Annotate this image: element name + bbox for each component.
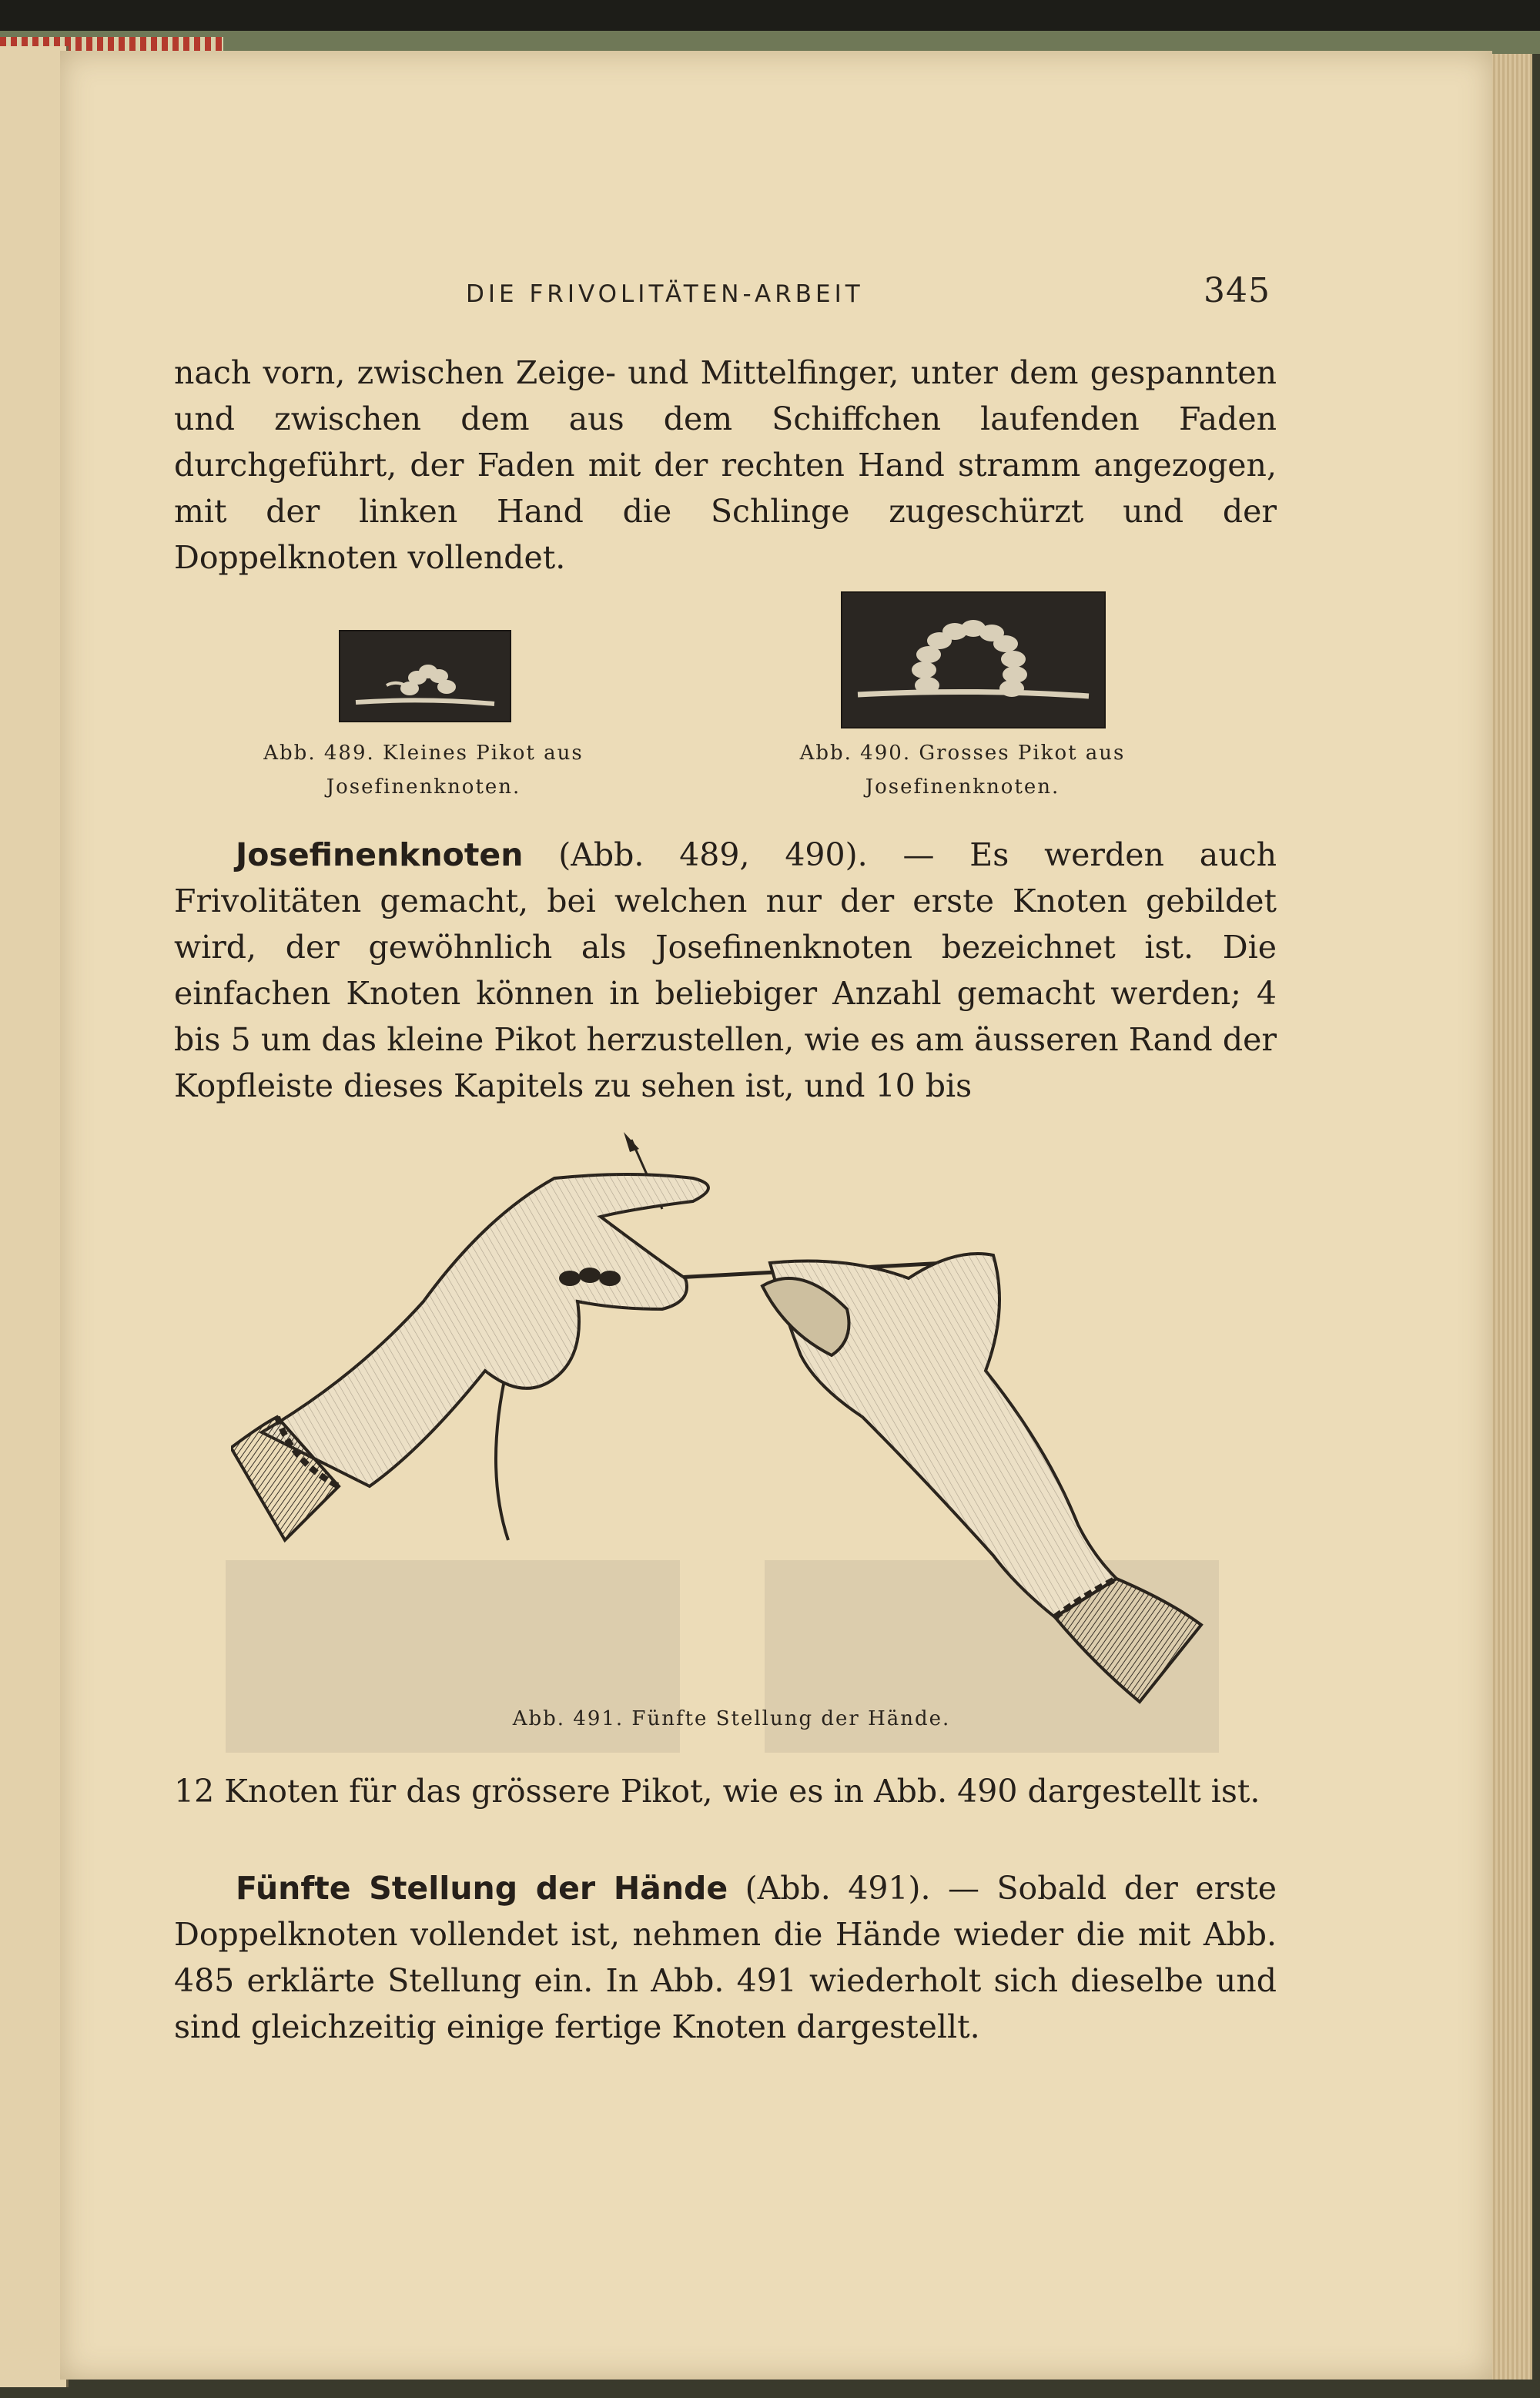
paragraph-heading: Fünfte Stellung der Hände	[236, 1870, 728, 1907]
caption-line: Abb. 491. Fünfte Stellung der Hände.	[512, 1707, 951, 1730]
paragraph-heading: Josefinenknoten	[236, 836, 524, 873]
caption-line: Abb. 489. Kleines Pikot aus	[263, 742, 584, 765]
caption-line: Josefinenknoten.	[865, 775, 1060, 799]
paragraph-text: (Abb. 491). — Sobald der erste Doppelknoten vollendet ist, nehmen die Hände wieder die mit Abb. 485 erklärte Stellung ein. In Abb. 491 wiederholt sich dieselbe und sind gleichzeitig einige fertige Knoten dargestellt.	[174, 1870, 1277, 2045]
figure-489-image	[339, 630, 511, 722]
small-picot-illustration	[340, 631, 510, 721]
paragraph	[174, 1768, 1277, 1814]
hands-illustration	[231, 1124, 1232, 1710]
figure-489-caption	[185, 736, 662, 804]
figure-490-image	[841, 591, 1106, 728]
large-picot-illustration	[842, 593, 1104, 727]
paragraph-text: (Abb. 489, 490). — Es werden auch Frivolitäten gemacht, bei welchen nur der erste Knoten gebildet wird, der gewöhnlich als Josefinenknoten bezeichnet ist. Die einfachen Knoten können in beliebiger Anzahl gemacht werden; 4 bis 5 um das kleine Pikot herzustellen, wie es am äusseren Rand der Kopfleiste dieses Kapitels zu sehen ist, und 10 bis	[174, 836, 1277, 1104]
figure-490-caption	[724, 736, 1201, 804]
paragraph-text: 12 Knoten für das grössere Pikot, wie es in Abb. 490 dargestellt ist.	[174, 1773, 1260, 1810]
paragraph	[174, 350, 1277, 581]
caption-line: Abb. 490. Grosses Pikot aus	[799, 742, 1126, 765]
caption-line: Josefinenknoten.	[326, 775, 521, 799]
paragraph	[174, 1865, 1277, 2050]
left-page-edge	[0, 46, 69, 2387]
page-header	[169, 271, 1278, 316]
figure-491-caption	[308, 1702, 1155, 1736]
figure-491-image	[231, 1124, 1232, 1710]
running-title: DIE FRIVOLITÄTEN-ARBEIT	[466, 280, 864, 308]
paragraph	[174, 832, 1277, 1109]
page-number: 345	[1204, 271, 1270, 310]
paragraph-text: nach vorn, zwischen Zeige- und Mittelfinger, unter dem gespannten und zwischen dem aus dem Schiffchen laufenden Faden durchgeführt, der Faden mit der rechten Hand stramm angezogen, mit der linken Hand die Schlinge zugeschürzt und der Doppelknoten vollendet.	[174, 354, 1277, 576]
